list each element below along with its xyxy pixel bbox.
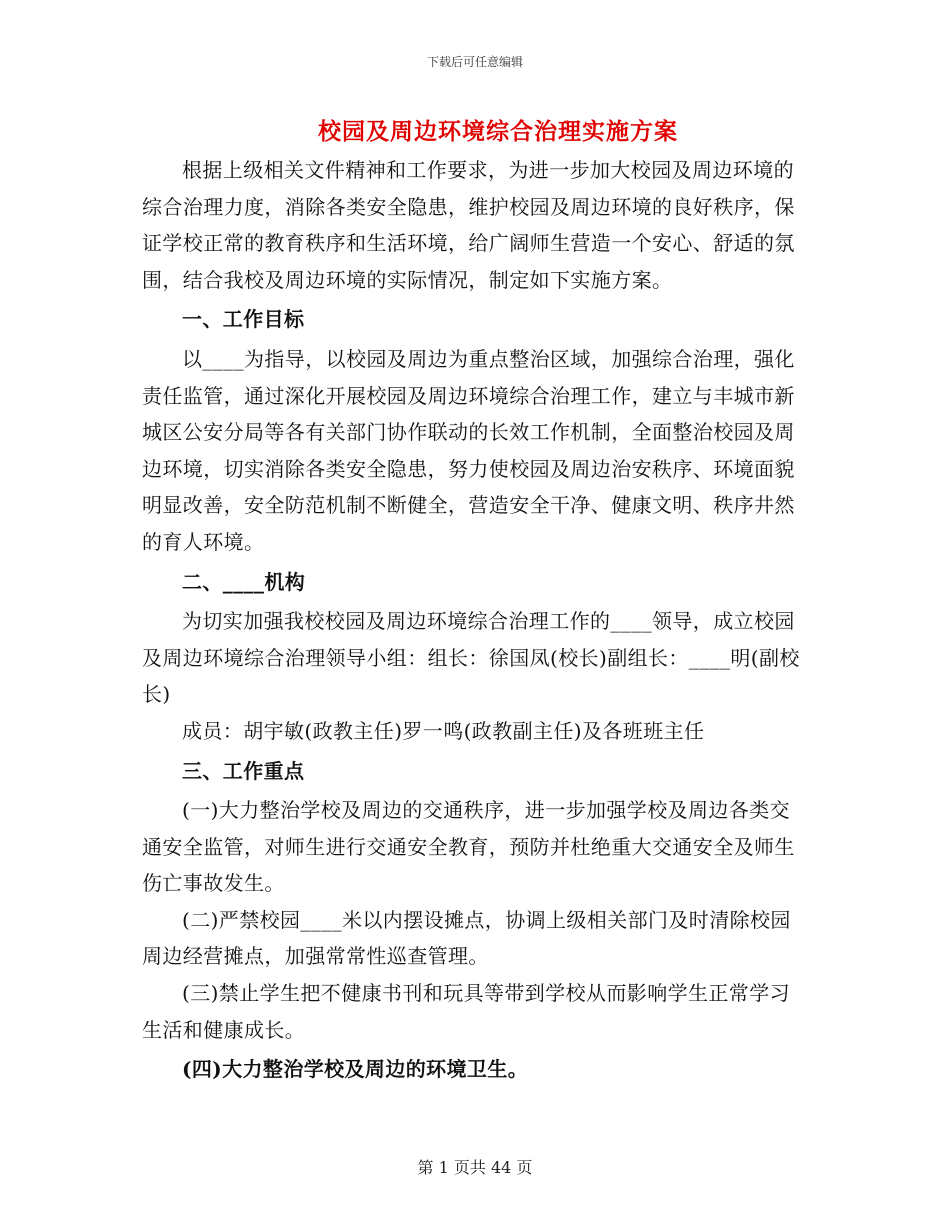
section-heading-organization: 二、____机构 — [182, 569, 306, 594]
focus-item-1: (一)大力整治学校及周边的交通秩序，进一步加强学校及周边各类交通安全监管，对师生进行交通安全教育，预防并杜绝重大交通安全及师生伤亡事故发生。 — [142, 798, 795, 896]
header-note: 下载后可任意编辑 — [426, 55, 523, 69]
focus-item-2: (二)严禁校园____米以内摆设摊点，协调上级相关部门及时清除校园周边经营摊点，加强常常性巡查管理。 — [142, 907, 791, 969]
focus-item-4: (四)大力整治学校及周边的环境卫生。 — [182, 1057, 529, 1082]
section-heading-focus: 三、工作重点 — [182, 758, 305, 783]
goals-paragraph: 以____为指导，以校园及周边为重点整治区域，加强综合治理，强化责任监管，通过深化开展校园及周边环境综合治理工作，建立与丰城市新城区公安分局等各有关部门协作联动的长效工作机制，全面整治校园及周边环境，切实消除各类安全隐患，努力使校园及周边治安秩序、环境面貌明显改善，安全防范机制不断健全，营造安全干净、健康文明、秩序井然的育人环境。 — [142, 346, 795, 554]
members-paragraph: 成员：胡宇敏(政教主任)罗一鸣(政教副主任)及各班班主任 — [182, 718, 705, 743]
document-title: 校园及周边环境综合治理实施方案 — [318, 118, 678, 145]
focus-item-3: (三)禁止学生把不健康书刊和玩具等带到学校从而影响学生正常学习生活和健康成长。 — [142, 981, 791, 1042]
page-footer: 第 1 页共 44 页 — [417, 1158, 533, 1177]
section-heading-goals: 一、工作目标 — [182, 307, 305, 332]
document-body — [142, 152, 802, 1091]
intro-paragraph: 根据上级相关文件精神和工作要求，为进一步加大校园及周边环境的综合治理力度，消除各类安全隐患，维护校园及周边环境的良好秩序，保证学校正常的教育秩序和生活环境，给广阔师生营造一个安心、舒适的氛围，结合我校及周边环境的实际情况，制定如下实施方案。 — [142, 158, 795, 292]
organization-paragraph: 为切实加强我校校园及周边环境综合治理工作的____领导，成立校园及周边环境综合治理领导小组：组长：徐国凤(校长)副组长：____明(副校长) — [142, 609, 800, 707]
